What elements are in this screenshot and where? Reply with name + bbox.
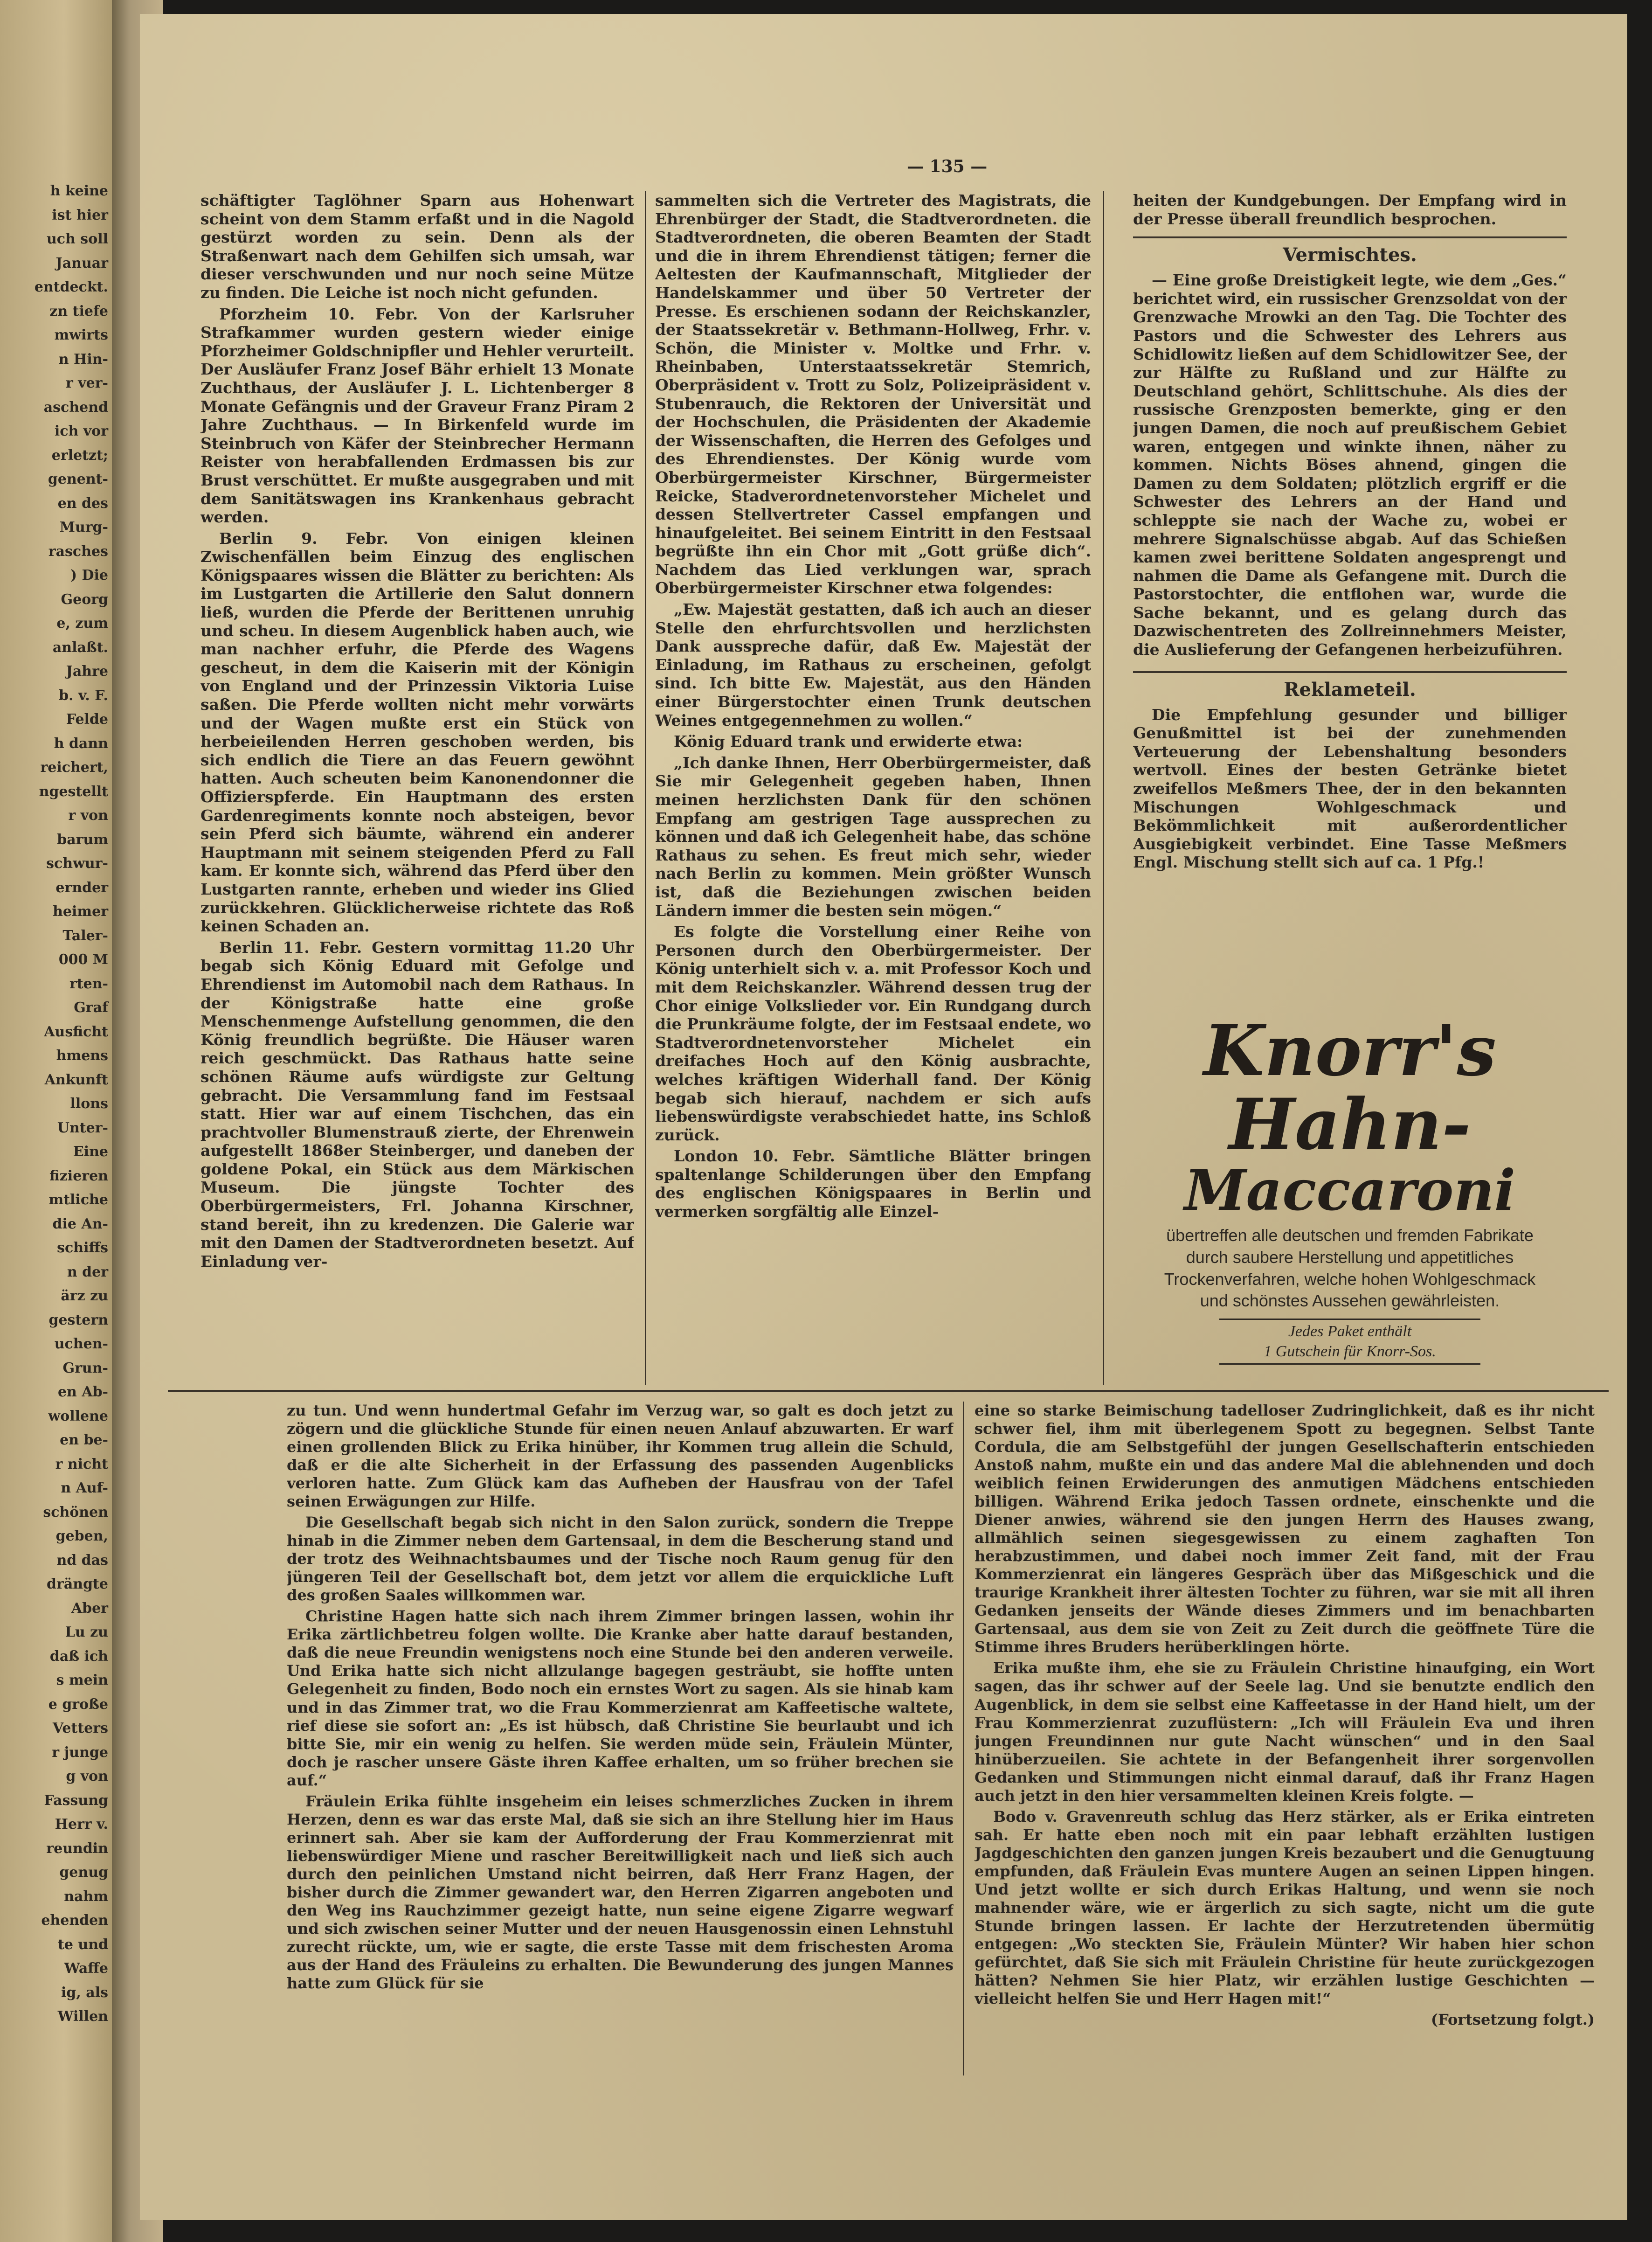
previous-page-text-fragment: Lu zu [65,1624,108,1640]
serial-column-left [287,1402,954,2078]
article-paragraph: Es folgte die Vorstellung einer Reihe von Personen durch den Oberbürgermeister. Der König unterhielt sich v. a. mit Professor Koch und mit dem Reichskanzler. Während dessen trug der Chor einige Volkslieder vor. Ein Rundgang durch die Prunkräume folgte, der im Festsaal endete, wo Stadtverordnetenvorsteher Michelet ein dreifaches Hoch auf den König ausbrachte, welches kräftigen Widerhall fand. Der König begab sich hierauf, nachdem er sich aufs liebenswürdigste verabschiedet hatte, ins Schloß zurück. [655,923,1091,1144]
previous-page-text-fragment: g von [66,1768,108,1784]
article-quote: „Ew. Majestät gestatten, daß ich auch an dieser Stelle den ehrfurchtsvollen und herzlichsten Dank ausspreche dafür, daß Ew. Majestät der Einladung, im Rathaus zu erscheinen, gefolgt sind. Ich bitte Ew. Majestät, aus den Händen einer Bürgerstochter einen Trunk deutschen Weines entgegennehmen zu wollen.“ [655,600,1091,729]
article-paragraph: Berlin 9. Febr. Von einigen kleinen Zwischenfällen beim Einzug des englischen Königspaares wissen die Blätter zu berichten: Als im Lustgarten die Artillerie den Salut donnern ließ, wurden die Pferde der Berittenen unruhig und scheu. In diesem Augenblick haben auch, wie man nachher erfuhr, die Pferde des Wagens gescheut, in dem die Kaiserin mit der Königin von England und der Prinzessin Viktoria Luise saßen. Die Pferde wollten nicht mehr vorwärts und der Wagen mußte erst ein Stück von herbeieilenden Herren geschoben werden, bis sich endlich die Tiere an das Feuern gewöhnt hatten. Auch scheuten beim Kanonendonner die Offizierspferde. Ein Hauptmann des ersten Gardenregiments konnte noch absteigen, bevor sein Pferd sich bäumte, während ein anderer Hauptmann mit seinem steigenden Pferd zu Fall kam. Er konnte sich, während das Pferd über den Lustgarten rannte, erheben und wieder ins Glied zurückkehren. Glücklicherweise richtete das Roß keinen Schaden an. [200,529,634,936]
ad-brand-line: Hahn- [1229,1083,1471,1166]
article-paragraph: König Eduard trank und erwiderte etwa: [674,732,1023,751]
ad-brand-line: Knorr's [1203,1010,1496,1092]
previous-page-text-fragment: mwirts [54,327,108,343]
ad-coupon-line: Jedes Paket enthält [1288,1323,1412,1340]
serial-paragraph: Erika mußte ihm, ehe sie zu Fräulein Christine hinaufging, ein Wort sagen, das ihr schwer auf der Seele lag. Und sie benutzte endlich den Augenblick, in dem sie selbst eine Kaffeetasse in der Hand hielt, um der Frau Kommerzienrat zuzuflüstern: „Ich will Fräulein Eva und ihren jungen Freundinnen nur gute Nacht wünschen“ und in den Saal hinüberzueilen. Sie achtete in der Befangenheit ihrer sorgenvollen Gedanken und Stimmungen nicht einmal darauf, daß ihr Franz Hagen auch jetzt in den hier versammelten kleinen Kreis folgte. — [975,1659,1595,1805]
previous-page-text-fragment: en be- [60,1432,108,1448]
previous-page-text-fragment: en des [57,495,108,512]
column-divider [645,191,646,1385]
previous-page-text-fragment: uchen- [54,1336,108,1352]
previous-page-text-fragment: genent- [48,471,108,487]
column-divider [963,1402,964,2075]
previous-page-text-fragment: Waffe [64,1960,108,1977]
previous-page-text-fragment: Fassung [44,1792,108,1809]
previous-page-text-fragment: fizieren [49,1167,108,1184]
previous-page-text-fragment: Aber [71,1600,108,1617]
previous-page-text-fragment: aschend [43,399,108,416]
previous-page-text-fragment: reichert, [40,759,108,776]
serial-paragraph: Die Gesellschaft begab sich nicht in den Salon zurück, sondern die Treppe hinab in die Zimmer neben dem Gartensaal, in dem die Bescherung stand und der trotz des Weihnachtsbaumes und der Tische noch Raum genug für den jüngeren Teil der Gesellschaft bot, dem jetzt vor allem die erquickliche Luft des großen Saales willkommen war. [287,1513,954,1604]
column-3 [1133,191,1567,1003]
previous-page-text-fragment: ernder [55,879,108,896]
previous-page-text-fragment: n Hin- [58,351,108,368]
previous-page-text-fragment: drängte [47,1576,108,1592]
previous-page-text-fragment: Eine [73,1144,108,1160]
ad-brand-line: Maccaroni [1184,1158,1516,1223]
ad-coupon-note [1219,1319,1480,1365]
previous-page-text-fragment: ehenden [41,1912,108,1929]
previous-page-text-fragment: n Auf- [61,1480,108,1496]
serial-column-right [975,1402,1595,2078]
article-paragraph: London 10. Febr. Sämtliche Blätter bringen spaltenlange Schilderungen über den Empfang des englischen Königspaares in Berlin und vermerken sorgfältig alle Einzel- [655,1147,1091,1221]
previous-page-text-fragment: nahm [64,1888,108,1905]
previous-page-text-fragment: e, zum [56,615,108,632]
previous-page-text-fragment: schwur- [46,855,108,872]
previous-page-text-fragment: anlaßt. [52,639,108,656]
continuation-note: (Fortsetzung folgt.) [1431,2011,1595,2029]
column-divider [1103,191,1104,1385]
previous-page-text-fragment: r von [68,807,108,824]
serial-paragraph: eine so starke Beimischung tadelloser Zudringlichkeit, daß es ihr nicht schwer fiel, ihm mit überlegenem Spott zu begegnen. Selbst Tante Cordula, die am Selbstgefühl der jungen Gesellschafterin entschieden Anstoß nahm, mußte ein und das andere Mal die ablehnenden und doch weiblich feinen Erwiderungen des anmutigen Mädchens entschieden billigen. Während Erika jedoch Tassen ordnete, einschenkte und die Diener anwies, während sie den jungen Herrn des Hauses zwang, allmählich seinen siegesgewissen zu einem zaghaften Ton herabzustimmen, und dabei noch immer Zeit fand, mit der Frau Kommerzienrat ein längeres Gespräch über das Mißgeschick und die traurige Krankheit ihrer ältesten Tochter zu führen, war sie mit all ihren Gedanken jenseits der Wände dieses Zimmers und im benachbarten Gartensaal, aus dem sie von Zeit zu Zeit durch die geöffnete Türe die Stimme ihres Bruders herüberklingen hörte. [975,1402,1595,1656]
previous-page-text-fragment: ärz zu [61,1288,108,1304]
previous-page-text-fragment: Jahre [66,663,108,680]
article-paragraph: schäftigter Taglöhner Sparn aus Hohenwart scheint von dem Stamm erfaßt und in die Nagold gestürzt worden zu sein. Denn als der Straßenwart nach dem Gehilfen sich umsah, war dieser verschwunden und nur noch seine Mütze zu finden. Die Leiche ist noch nicht gefunden. [200,191,634,302]
previous-page-text-fragment: heimer [53,903,108,920]
section-rule [1133,236,1567,238]
previous-page-text-fragment: entdeckt. [34,279,108,295]
article-paragraph: Die Empfehlung gesunder und billiger Genußmittel ist bei der zunehmenden Verteuerung der Lebenshaltung besonders wertvoll. Eines der besten Getränke bietet zweifellos Meßmers Thee, der in den bekannten Mischungen Wohlgeschmack und Bekömmlichkeit mit außerordentlicher Ausgiebigkeit verbindet. Eine Tasse Meßmers Engl. Mischung stellt sich auf ca. 1 Pfg.! [1133,705,1567,872]
section-rule [1133,671,1567,673]
newspaper-page [140,14,1627,2220]
previous-page-text-fragment: Ankunft [44,1071,108,1088]
previous-page-text-fragment: genug [59,1864,108,1881]
section-heading-reklameteil: Reklameteil. [1284,678,1416,701]
previous-page-text-fragment: die An- [52,1215,108,1232]
previous-page-text-fragment: llons [70,1096,108,1112]
previous-page-text-fragment: schönen [43,1504,108,1520]
previous-page-text-fragment: ) Die [70,567,108,583]
previous-page-text-fragment: Januar [55,255,108,271]
serial-paragraph: Fräulein Erika fühlte insgeheim ein leises schmerzliches Zucken in ihrem Herzen, denn es war das erste Mal, daß sie sich an ihre Stellung hier im Haus erinnert sah. Aber sie kam der Aufforderung der Frau Kommerzienrat mit liebenswürdiger Miene und rascher Bereitwilligkeit nach und ließ sich auch durch den peinlichen Umstand nicht beirren, daß Herr Franz Hagen, der bisher durch die Zimmer gewandert war, den Herren Zigarren angeboten und den Weg ins Rauchzimmer gezeigt hatte, nun seine eigene Zigarre wegwarf und sich zwischen seiner Mutter und der neuen Hausgenossin einen Lehnstuhl zurecht rückte, um, wie er sagte, die erste Tasse mit dem frischesten Aroma aus der Hand des Fräuleins zu erhalten. Die Bewunderung des jungen Mannes hatte zum Glück für sie [287,1792,954,1992]
serial-separator [168,1390,1609,1392]
previous-page-edge [0,0,117,2242]
previous-page-text-fragment: s mein [56,1672,108,1688]
previous-page-text-fragment: Graf [74,1000,108,1016]
previous-page-text-fragment: te und [58,1936,108,1953]
previous-page-text-fragment: Ausficht [44,1023,108,1040]
previous-page-text-fragment: Murg- [59,519,108,535]
article-paragraph: — Eine große Dreistigkeit legte, wie dem „Ges.“ berichtet wird, ein russischer Grenzsoldat von der Grenzwache Mrowki an den Tag. Die Tochter des Pastors und die Schwester des Lehrers aus Schidlowitz ließen auf dem Schidlowitzer See, der zur Hälfte zu Rußland und zur Hälfte zu Deutschland gehört, Schlittschuhe. Als dies der russische Grenzposten bemerkte, ging er den jungen Damen, die noch auf preußischem Gebiet waren, entgegen und winkte ihnen, näher zu kommen. Nichts Böses ahnend, gingen die Damen zu dem Soldaten; plötzlich ergriff er die Schwester des Lehrers an der Hand und schleppte sie nach der Wache zu, wobei er mehrere Signalschüsse abgab. Auf das Schießen kamen zwei berittene Soldaten angesprengt und nahmen die Dame als Gefangene mit. Durch die Pastorstochter, die entflohen war, wurde die Sache bekannt, und es gelang durch das Dazwischentreten des Zollreinnehmers Meister, die Auslieferung der Gefangenen herbeizuführen. [1133,271,1567,659]
previous-page-text-fragment: en Ab- [57,1384,108,1400]
previous-page-text-fragment: reundin [46,1840,108,1857]
previous-page-text-fragment: rten- [69,975,108,992]
previous-page-text-fragment: r junge [52,1744,108,1761]
previous-page-text-fragment: mtliche [48,1192,108,1208]
previous-page-text-fragment: r nicht [55,1456,108,1472]
previous-page-text-fragment: Taler- [62,927,108,944]
previous-page-text-fragment: h dann [54,735,108,752]
previous-page-text-fragment: daß ich [49,1648,108,1665]
previous-page-text-fragment: erletzt; [51,447,108,464]
previous-page-text-fragment: e große [48,1696,108,1713]
previous-page-text-fragment: Vetters [52,1720,108,1736]
previous-page-text-fragment: Felde [66,711,108,728]
section-heading-vermischtes: Vermischtes. [1283,244,1417,266]
previous-page-text-fragment: ist hier [52,207,108,223]
previous-page-text-fragment: rasches [48,543,108,560]
article-paragraph: Berlin 11. Febr. Gestern vormittag 11.20 Uhr begab sich König Eduard mit Gefolge und Ehrendienst im Automobil nach dem Rathaus. In der Königstraße hatte eine große Menschenmenge Aufstellung genommen, die den König freundlich begrüßte. Die Häuser waren reich geschmückt. Das Rathaus hatte seine schönen Räume aufs würdigste zur Geltung gebracht. Die Versammlung fand im Festsaal statt. Hier war auf einem Tischchen, das ein prachtvoller Blumenstrauß zierte, der Ehrenwein aufgestellt 1868er Steinberger, und daneben der goldene Pokal, ein Stück aus dem Märkischen Museum. Die jüngste Tochter des Oberbürgermeisters, Frl. Johanna Kirschner, stand bereit, ihn zu kredenzen. Die Galerie war mit den Damen der Stadtverordneten besetzt. Auf Einladung ver- [200,938,634,1270]
previous-page-text-fragment: 000 M [58,951,108,968]
article-paragraph: Pforzheim 10. Febr. Von der Karlsruher Strafkammer wurden gestern wieder einige Pforzheimer Goldschnipfler und Hehler verurteilt. Der Ausläufer Franz Josef Bähr erhielt 13 Monate Zuchthaus, der Ausläufer J. L. Lichtenberger 8 Monate Gefängnis und der Graveur Franz Piram 2 Jahre Zuchthaus. — In Birkenfeld wurde im Steinbruch von Käfer der Steinbrecher Hermann Reister von herabfallenden Erdmassen bis zur Brust verschüttet. Er mußte ausgegraben und mit dem Sanitätswagen ins Krankenhaus gebracht werden. [200,305,634,527]
previous-page-text-fragment: Grun- [62,1360,108,1376]
previous-page-text-fragment: Willen [57,2008,108,2025]
article-paragraph: heiten der Kundgebungen. Der Empfang wird in der Presse überall freundlich besprochen. [1133,191,1567,228]
ad-description: übertreffen alle deutschen und fremden Fabrikate durch saubere Herstellung und appetitliches Trockenverfahren, welche hohen Wohlgeschmack und schönstes Aussehen gewährleisten. [1164,1226,1536,1311]
knorr-advertisement [1156,1010,1543,1360]
previous-page-text-fragment: uch soll [46,231,108,247]
previous-page-text-fragment: wollene [48,1408,108,1424]
previous-page-text-fragment: gestern [48,1312,108,1328]
previous-page-text-fragment: ig, als [61,1984,108,2001]
previous-page-text-fragment: ngestellt [39,783,108,800]
serial-paragraph: zu tun. Und wenn hundertmal Gefahr im Verzug war, so galt es doch jetzt zu zögern und die glückliche Stunde für einen neuen Anlauf abzuwarten. Er warf einen grollenden Blick zu Erika hinüber, ihr Kommen trug allein die Schuld, daß er die alte Sicherheit in der Erfassung des passenden Augenblicks verloren hatte. Zum Glück kam das Aufheben der Hausfrau von der Tafel seinen Erwägungen zur Hilfe. [287,1402,954,1511]
column-2 [655,191,1091,1383]
article-paragraph: sammelten sich die Vertreter des Magistrats, die Ehrenbürger der Stadt, die Stadtverordneten. die Stadtverordneten, die oberen Beamten der Stadt und die in ihrem Ehrendienst tätigen; ferner die Aeltesten der Kaufmannschaft, Mitglieder der Handelskammer und über 50 Vertreter der Presse. Es erschienen sodann der Reichskanzler, der Staatssekretär v. Bethmann-Hollweg, Frhr. v. Schön, die Minister v. Moltke und Frhr. v. Rheinbaben, Unterstaatssekretär Stemrich, Oberpräsident v. Trott zu Solz, Polizeipräsident v. Stubenrauch, die Rektoren der Universität und der Hochschulen, die Präsidenten der Akademie der Wissenschaften, die Herren des Gefolges und des Ehrendienstes. Der König wurde vom Oberbürgermeister Kirschner, Bürgermeister Reicke, Stadverordnetenvorsteher Michelet und dessen Stellvertreter Cassel empfangen und hinaufgeleitet. Bei seinem Eintritt in den Festsaal begrüßte ihn ein Chor mit „Gott grüße dich“. Nachdem das Lied verklungen war, sprach Oberbürgermeister Kirschner etwa folgendes: [655,191,1091,597]
serial-paragraph: Bodo v. Gravenreuth schlug das Herz stärker, als er Erika eintreten sah. Er hatte eben noch mit ein paar lebhaft erzählten lustigen Jagdgeschichten den ganzen jungen Kreis bezaubert und die Genugtuung empfunden, daß Fräulein Evas muntere Augen an seinen Lippen hingen. Und jetzt wollte er sich durch Erikas Haltung, und wenn sie noch mahnender wäre, wie er ärgerlich zu sich sagte, nicht um die gute Stunde bringen lassen. Er lachte der Herzutretenden übermütig entgegen: „Wo steckten Sie, Fräulein Münter? Wir haben hier schon gefürchtet, daß Sie sich mit Fräulein Christine für heute zurückgezogen hätten? Nehmen Sie hier Platz, wir erzählen lustige Geschichten — vielleicht helfen Sie und Herr Hagen mit!“ [975,1807,1595,2007]
previous-page-text-fragment: geben, [55,1528,108,1544]
page-number: — 135 — [907,157,988,176]
article-quote: „Ich danke Ihnen, Herr Oberbürgermeister, daß Sie mir Gelegenheit gegeben haben, Ihnen meinen herzlichsten Dank für den schönen Empfang am gestrigen Tage aussprechen zu können und daß ich Gelegenheit habe, das schöne Rathaus zu sehen. Es freut mich sehr, wieder nach Berlin zu kommen. Mein größter Wunsch ist, daß die Beziehungen zwischen beiden Ländern immer die besten sein mögen.“ [655,753,1091,920]
previous-page-text-fragment: nd das [56,1552,108,1569]
previous-page-text-fragment: h keine [50,183,108,199]
serial-paragraph: Christine Hagen hatte sich nach ihrem Zimmer bringen lassen, wohin ihr Erika zärtlichbetreu folgen wollte. Die Kranke aber hatte darauf bestanden, daß die neue Freundin wenigstens noch eine Stunde bei den anderen verweile. Und Erika hatte sich nicht allzulange bagegen gesträubt, sie hoffte unten Gelegenheit zu finden, Bodo noch ein ernstes Wort zu sagen. Als sie hinab kam und in das Zimmer trat, wo die Frau Kommerzienrat am Kaffeetische waltete, rief diese sie sofort an: „Es ist hübsch, daß Christine Sie beurlaubt und ich bitte Sie, mir ein wenig zu helfen. Sie werden müde sein, Fräulein Münter, doch je rascher unsere Gäste ihren Kaffee erhalten, um so früher brechen sie auf.“ [287,1607,954,1789]
previous-page-text-fragment: r ver- [65,375,108,391]
previous-page-text-fragment: zn tiefe [49,303,108,319]
previous-page-text-fragment: hmens [56,1048,108,1064]
previous-page-text-fragment: ich vor [54,423,108,439]
previous-page-text-fragment: Unter- [57,1119,108,1136]
previous-page-text-fragment: Georg [61,591,108,608]
column-1 [200,191,634,1383]
previous-page-text-fragment: b. v. F. [59,687,108,704]
previous-page-text-fragment: schiffs [57,1240,108,1256]
previous-page-text-fragment: Herr v. [55,1816,108,1832]
previous-page-text-fragment: barum [57,831,108,848]
ad-coupon-line: 1 Gutschein für Knorr-Sos. [1264,1342,1436,1360]
previous-page-text-fragment: n der [67,1263,108,1280]
